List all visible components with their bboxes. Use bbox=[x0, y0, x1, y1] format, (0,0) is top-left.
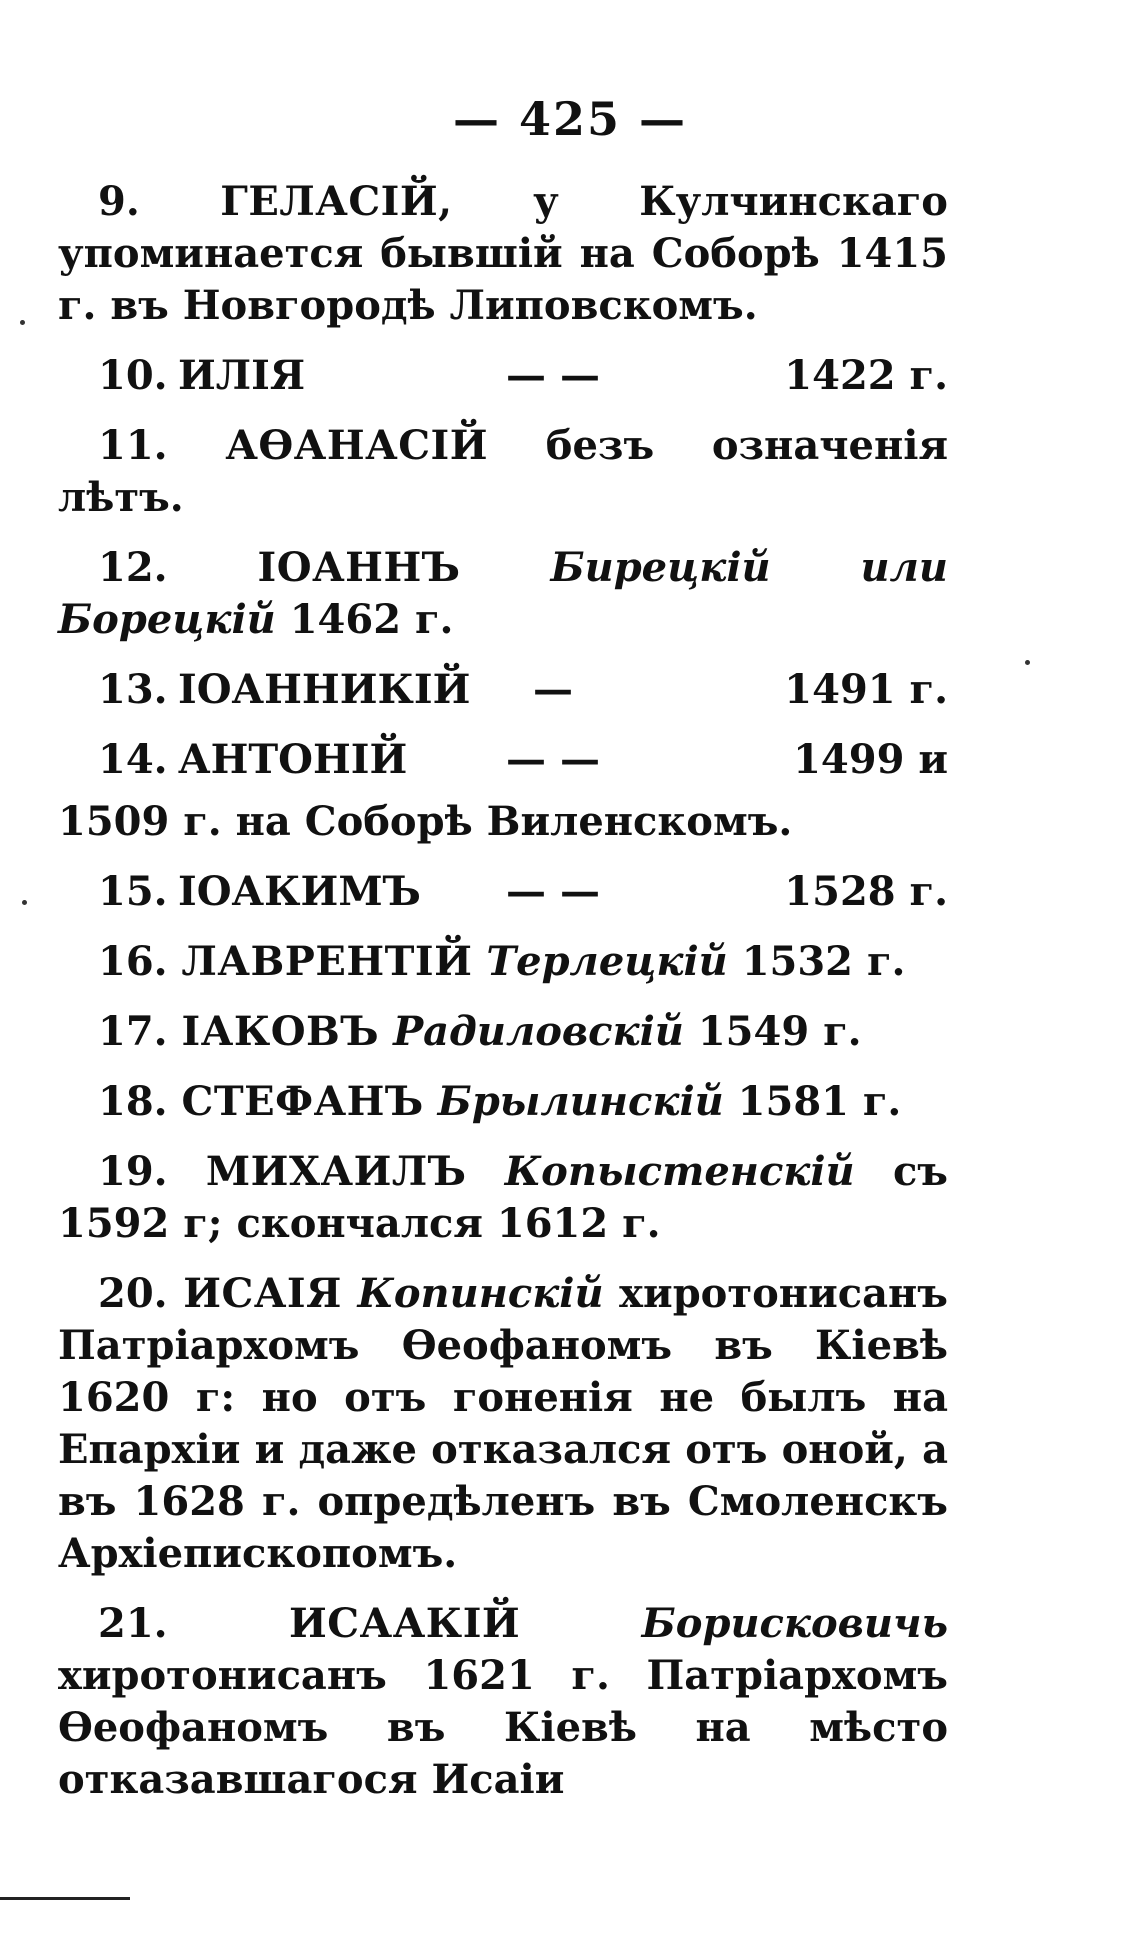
entry-number: 16. bbox=[98, 938, 168, 985]
entry-name: ІОАННИКІЙ bbox=[178, 666, 471, 713]
entry-dash: — — bbox=[506, 736, 600, 783]
entry-text: 1462 г. bbox=[289, 596, 454, 643]
bottom-edge-mark bbox=[0, 1897, 130, 1900]
entry-name: МИХАИЛЪ bbox=[205, 1148, 467, 1195]
entry-surname: Брылинскій bbox=[437, 1078, 724, 1125]
entry-9 bbox=[58, 176, 948, 332]
entry-11 bbox=[58, 420, 948, 524]
entry-year: 1491 г. bbox=[784, 666, 948, 713]
entry-text: хиротонисанъ Патріархомъ Ѳеофаномъ въ Кіевѣ 1620 г: но отъ гоненія не былъ на Епархіи и даже отказался отъ оной, а въ 1628 г. опредѣленъ въ Смоленскъ Архіепископомъ. bbox=[58, 1270, 948, 1577]
entry-14 bbox=[58, 734, 948, 786]
entry-number: 21. bbox=[98, 1600, 168, 1647]
entry-number: 18. bbox=[98, 1078, 168, 1125]
entry-14-continuation: 1509 г. на Соборѣ Виленскомъ. bbox=[58, 798, 793, 845]
entry-number: 17. bbox=[98, 1008, 168, 1055]
page-number: — 425 — bbox=[452, 92, 688, 146]
entry-number: 15. bbox=[98, 868, 168, 915]
entry-text: 1532 г. bbox=[741, 938, 906, 985]
entry-number: 19. bbox=[98, 1148, 168, 1195]
entry-text: 1549 г. bbox=[697, 1008, 862, 1055]
entry-surname: Терлецкій bbox=[486, 938, 728, 985]
entry-name: СТЕФАНЪ bbox=[181, 1078, 424, 1125]
entry-year: 1499 и bbox=[793, 736, 948, 783]
entry-name: ЛАВРЕНТІЙ bbox=[181, 938, 473, 985]
scan-speck bbox=[22, 900, 27, 905]
entry-name: ИЛІЯ bbox=[178, 352, 306, 399]
entry-name: ІАКОВЪ bbox=[181, 1008, 380, 1055]
entry-surname: Борисковичь bbox=[641, 1600, 948, 1647]
entry-name: ИСАІЯ bbox=[183, 1270, 342, 1317]
entry-number: 20. bbox=[98, 1270, 168, 1317]
entry-surname: Копыстенскій bbox=[504, 1148, 855, 1195]
entry-dash: — — bbox=[506, 352, 600, 399]
entry-text: у Кулчинскаго упоминается бывшій на Соборѣ 1415 г. въ Новгородѣ Липовскомъ. bbox=[58, 178, 948, 329]
entry-21 bbox=[58, 1598, 948, 1806]
entry-name: ІОАННЪ bbox=[257, 544, 461, 591]
scan-speck bbox=[20, 320, 25, 325]
entry-number: 9. bbox=[98, 178, 140, 225]
entry-surname: Копинскій bbox=[357, 1270, 604, 1317]
entry-13 bbox=[58, 664, 948, 716]
entry-dash: — — bbox=[506, 868, 600, 915]
scan-speck bbox=[1025, 660, 1030, 665]
entry-10 bbox=[58, 350, 948, 402]
entry-list bbox=[58, 176, 948, 1824]
entry-text: 1581 г. bbox=[737, 1078, 902, 1125]
entry-year: 1422 г. bbox=[784, 352, 948, 399]
entry-number: 14. bbox=[98, 736, 168, 783]
entry-19 bbox=[58, 1146, 948, 1250]
entry-surname: Бирецкій или Борецкій bbox=[58, 544, 948, 643]
entry-name: ГЕЛАСІЙ, bbox=[220, 178, 453, 225]
entry-name: АѲАНАСІЙ bbox=[225, 422, 489, 469]
entry-20 bbox=[58, 1268, 948, 1580]
entry-number: 11. bbox=[98, 422, 168, 469]
entry-dash: — bbox=[533, 666, 573, 713]
entry-text: съ 1592 г; скончался 1612 г. bbox=[58, 1148, 948, 1247]
entry-surname: Радиловскій bbox=[393, 1008, 684, 1055]
entry-year: 1528 г. bbox=[784, 868, 948, 915]
entry-18 bbox=[58, 1076, 948, 1128]
entry-number: 10. bbox=[98, 352, 168, 399]
entry-16 bbox=[58, 936, 948, 988]
entry-15 bbox=[58, 866, 948, 918]
entry-number: 12. bbox=[98, 544, 168, 591]
entry-17 bbox=[58, 1006, 948, 1058]
entry-12 bbox=[58, 542, 948, 646]
entry-name: АНТОНІЙ bbox=[178, 736, 408, 783]
entry-number: 13. bbox=[98, 666, 168, 713]
entry-name: ИСААКІЙ bbox=[289, 1600, 521, 1647]
entry-text: безъ означенія лѣтъ. bbox=[58, 422, 948, 521]
entry-text: хиротонисанъ 1621 г. Патріархомъ Ѳеофаномъ въ Кіевѣ на мѣсто отказавшагося Исаіи bbox=[58, 1652, 948, 1803]
entry-name: ІОАКИМЪ bbox=[178, 868, 421, 915]
